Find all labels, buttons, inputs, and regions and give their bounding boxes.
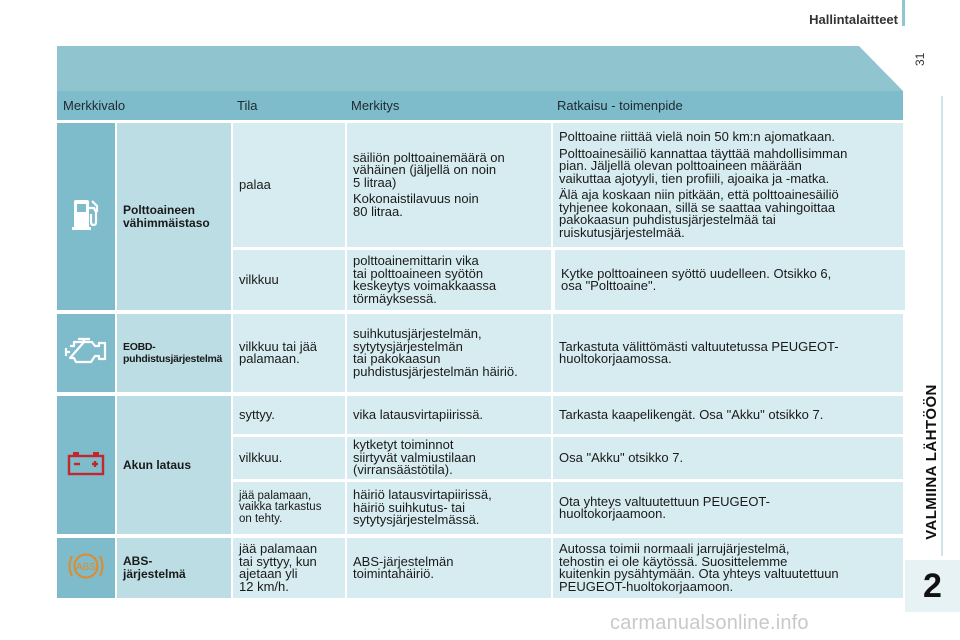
- fuel-row-2: [233, 250, 551, 310]
- battery-row-3: [233, 482, 903, 534]
- battery-icon: [67, 450, 105, 481]
- text-line: huoltokorjaamoon.: [559, 506, 666, 521]
- text-line: toimintahäiriö.: [353, 566, 434, 581]
- text-line: ABS-järjestelmän: [353, 553, 454, 569]
- fuel-icon-cell: [57, 123, 115, 310]
- eobd-name-cell: [117, 314, 231, 392]
- battery-merkitys-3: [347, 482, 551, 534]
- abs-icon-text: ABS: [75, 561, 97, 573]
- text-line: PEUGEOT-huoltokorjaamoon.: [559, 578, 734, 594]
- section-tab: VALMIINA LÄHTÖÖN: [923, 384, 940, 540]
- fuel-merkitys-2: [347, 250, 551, 310]
- text-line: häiriö latausvirtapiirissä,: [353, 487, 492, 503]
- battery-merkitys-1: vika latausvirtapiirissä.: [347, 396, 551, 434]
- text-line: pakokaasun puhdistusjärjestelmää tai: [559, 212, 776, 227]
- eobd-merkitys: [347, 314, 551, 392]
- text-line: siirtyvät valmiustilaan: [353, 449, 476, 465]
- text-line: osa "Polttoaine".: [561, 278, 657, 293]
- text-line: kytketyt toiminnot: [353, 437, 454, 453]
- battery-row-1: [233, 396, 903, 434]
- page-number: 31: [913, 52, 927, 66]
- fuel-row-1: [233, 123, 551, 247]
- text-line: palamaan.: [239, 351, 300, 366]
- battery-icon-cell: [57, 396, 115, 534]
- battery-tila-1: syttyy.: [233, 396, 345, 434]
- fuel-name-cell: [117, 123, 231, 310]
- text-line: Kytke polttoaineen syöttö uudelleen. Otsikko 6,: [561, 265, 832, 281]
- battery-tila-3: [233, 482, 345, 534]
- fuel-name-line1: Polttoaineen: [123, 202, 196, 217]
- battery-tila-2: vilkkuu.: [233, 437, 345, 479]
- abs-ratkaisu: [553, 538, 903, 598]
- eobd-name-line2: puhdistusjärjestelmä: [123, 353, 223, 365]
- text-line: vaikuttaa ajotyyli, tien profiili, ajoaika ja -matka.: [559, 170, 830, 186]
- page-header-title: Hallintalaitteet: [809, 12, 898, 27]
- text-line: Kokonaistilavuus noin: [353, 191, 479, 207]
- text-line: tyhjenee kokonaan, sillä se saattaa vahingoittaa: [559, 199, 836, 215]
- text-line: säiliön polttoainemäärä on: [353, 149, 505, 165]
- text-line: tai pakokaasun: [353, 351, 441, 366]
- text-line: huoltokorjaamossa.: [559, 351, 672, 366]
- header-merkkivalo: Merkkivalo: [63, 98, 126, 113]
- top-banner: [57, 46, 903, 91]
- fuel-ratkaisu-2: [555, 250, 905, 310]
- battery-name-cell: Akun lataus: [117, 396, 231, 534]
- abs-name-line2: järjestelmä: [123, 567, 186, 581]
- text-line: 5 litraa): [353, 174, 397, 190]
- header-tila: Tila: [237, 98, 258, 113]
- battery-ratkaisu-2: Osa "Akku" otsikko 7.: [553, 437, 903, 479]
- fuel-pump-icon: [71, 196, 101, 237]
- table-header: [57, 91, 903, 120]
- header-ratkaisu: Ratkaisu - toimenpide: [557, 98, 683, 113]
- abs-icon-cell: [57, 538, 115, 598]
- text-line: 80 litraa.: [353, 203, 403, 219]
- text-line: häiriö suihkutus- tai: [353, 499, 465, 515]
- fuel-rows: [233, 123, 903, 310]
- fuel-tila-2: vilkkuu: [233, 250, 345, 310]
- text-line: kuitenkin pysähtymään. Ota yhteys valtuutettuun: [559, 566, 839, 581]
- text-line: vilkkuu tai jää: [239, 338, 318, 354]
- text-line: puhdistusjärjestelmän häiriö.: [353, 363, 518, 379]
- eobd-icon-cell: [57, 314, 115, 392]
- text-line: vaikka tarkastus: [239, 501, 322, 514]
- text-line: on tehty.: [239, 512, 283, 525]
- abs-name-cell: [117, 538, 231, 598]
- text-line: 12 km/h.: [239, 578, 289, 594]
- watermark: carmanualsonline.info: [610, 612, 809, 634]
- eobd-tila: [233, 314, 345, 392]
- fuel-tila-1: palaa: [233, 123, 345, 247]
- text-line: pian. Jäljellä olevan polttoaineen määrään: [559, 158, 802, 173]
- abs-name-line1: ABS-: [123, 554, 153, 568]
- text-line: suihkutusjärjestelmän,: [353, 326, 482, 341]
- text-line: törmäyksessä.: [353, 290, 437, 306]
- text-line: Polttoaine riittää vielä noin 50 km:n ajomatkaan.: [559, 129, 836, 144]
- eobd-ratkaisu: [553, 314, 903, 392]
- text-line: Tarkastuta välittömästi valtuutetussa PEUGEOT-: [559, 338, 839, 354]
- text-line: vähäinen (jäljellä on noin: [353, 162, 497, 178]
- fuel-name-line2: vähimmäistaso: [123, 215, 210, 230]
- fuel-merkitys-1: [347, 123, 551, 247]
- chapter-number: 2: [905, 560, 960, 612]
- warning-light-table: [57, 91, 903, 602]
- text-line: ajetaan yli: [239, 566, 298, 581]
- battery-ratkaisu-3: [553, 482, 903, 534]
- battery-row-2: [233, 437, 903, 479]
- abs-tila: [233, 538, 345, 598]
- table-row-fuel: [57, 123, 903, 310]
- text-line: sytytysjärjestelmässä.: [353, 512, 480, 528]
- table-row-eobd: [57, 314, 903, 392]
- abs-merkitys: [347, 538, 551, 598]
- header-rule: [902, 0, 905, 26]
- header-merkitys: Merkitys: [351, 98, 400, 113]
- eobd-name-line1: EOBD-: [123, 341, 156, 353]
- text-line: tehostin ei ole käytössä. Suosittelemme: [559, 553, 788, 569]
- text-line: polttoainemittarin vika: [353, 253, 479, 268]
- text-line: sytytysjärjestelmän: [353, 338, 463, 354]
- text-line: (virransäästötila).: [353, 462, 453, 478]
- text-line: ruiskutusjärjestelmää.: [559, 224, 685, 240]
- text-line: jää palamaan,: [239, 489, 312, 502]
- battery-ratkaisu-1: Tarkasta kaapelikengät. Osa "Akku" otsikko 7.: [553, 396, 903, 434]
- text-line: tai syttyy, kun: [239, 553, 317, 569]
- abs-icon: [66, 550, 106, 587]
- battery-merkitys-2: [347, 437, 551, 479]
- fuel-ratkaisu-1: [553, 123, 903, 247]
- text-line: Ota yhteys valtuutettuun PEUGEOT-: [559, 493, 770, 509]
- text-line: tai polttoaineen syötön: [353, 265, 484, 281]
- text-line: Älä aja koskaan niin pitkään, että polttoainesäiliö: [559, 187, 839, 202]
- table-row-battery: [57, 396, 903, 534]
- text-line: keskeytys voimakkaassa: [353, 278, 497, 293]
- engine-icon: [64, 336, 108, 371]
- text-line: Polttoainesäiliö kannattaa täyttää mahdollisimman: [559, 145, 848, 161]
- text-line: jää palamaan: [239, 541, 318, 556]
- table-row-abs: [57, 538, 903, 598]
- text-line: Autossa toimii normaali jarrujärjestelmä,: [559, 541, 790, 556]
